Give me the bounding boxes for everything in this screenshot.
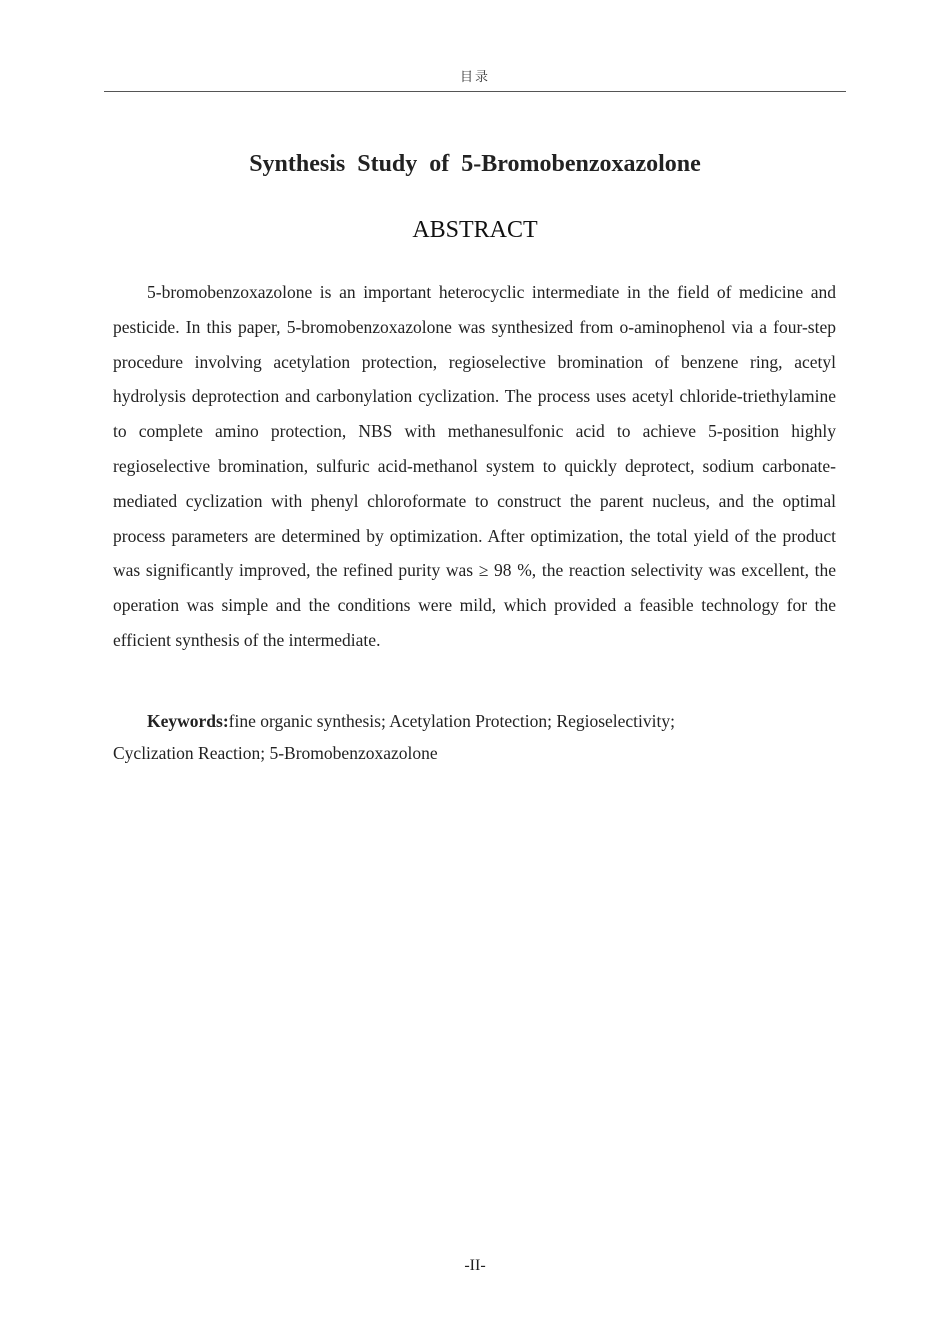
running-header: 目录 (459, 70, 490, 85)
paper-title: Synthesis Study of 5-Bromobenzoxazolone (249, 151, 701, 177)
abstract-body: 5-bromobenzoxazolone is an important heterocyclic intermediate in the field of medicine and pesticide. In this paper, 5-bromobenzoxazolone was synthesized from o-aminophenol via a four-step procedure involving acetylation protection, regioselective bromination of benzene ring, acetyl hydrolysis deprotection and carbonylation cyclization. The process uses acetyl chloride-triethylamine to complete amino protection, NBS with methanesulfonic acid to achieve 5-position highly regioselective bromination, sulfuric acid-methanol system to quickly deprotect, sodium carbonate-mediated cyclization with phenyl chloroformate to construct the parent nucleus, and the optimal process parameters are determined by optimization. After optimization, the total yield of the product was significantly improved, the refined purity was ≥ 98 %, the reaction selectivity was excellent, the operation was simple and the conditions were mild, which provided a feasible technology for the efficient synthesis of the intermediate. (113, 282, 836, 650)
page-number: -II- (464, 1257, 486, 1274)
abstract-heading: ABSTRACT (412, 217, 538, 243)
keywords-label: Keywords: (147, 711, 229, 731)
keywords-text: fine organic synthesis; Acetylation Protection; Regioselectivity; Cyclization Reaction; 5-Bromobenzoxazolone (113, 711, 675, 763)
keywords-paragraph (113, 705, 753, 769)
header-rule (104, 91, 846, 92)
